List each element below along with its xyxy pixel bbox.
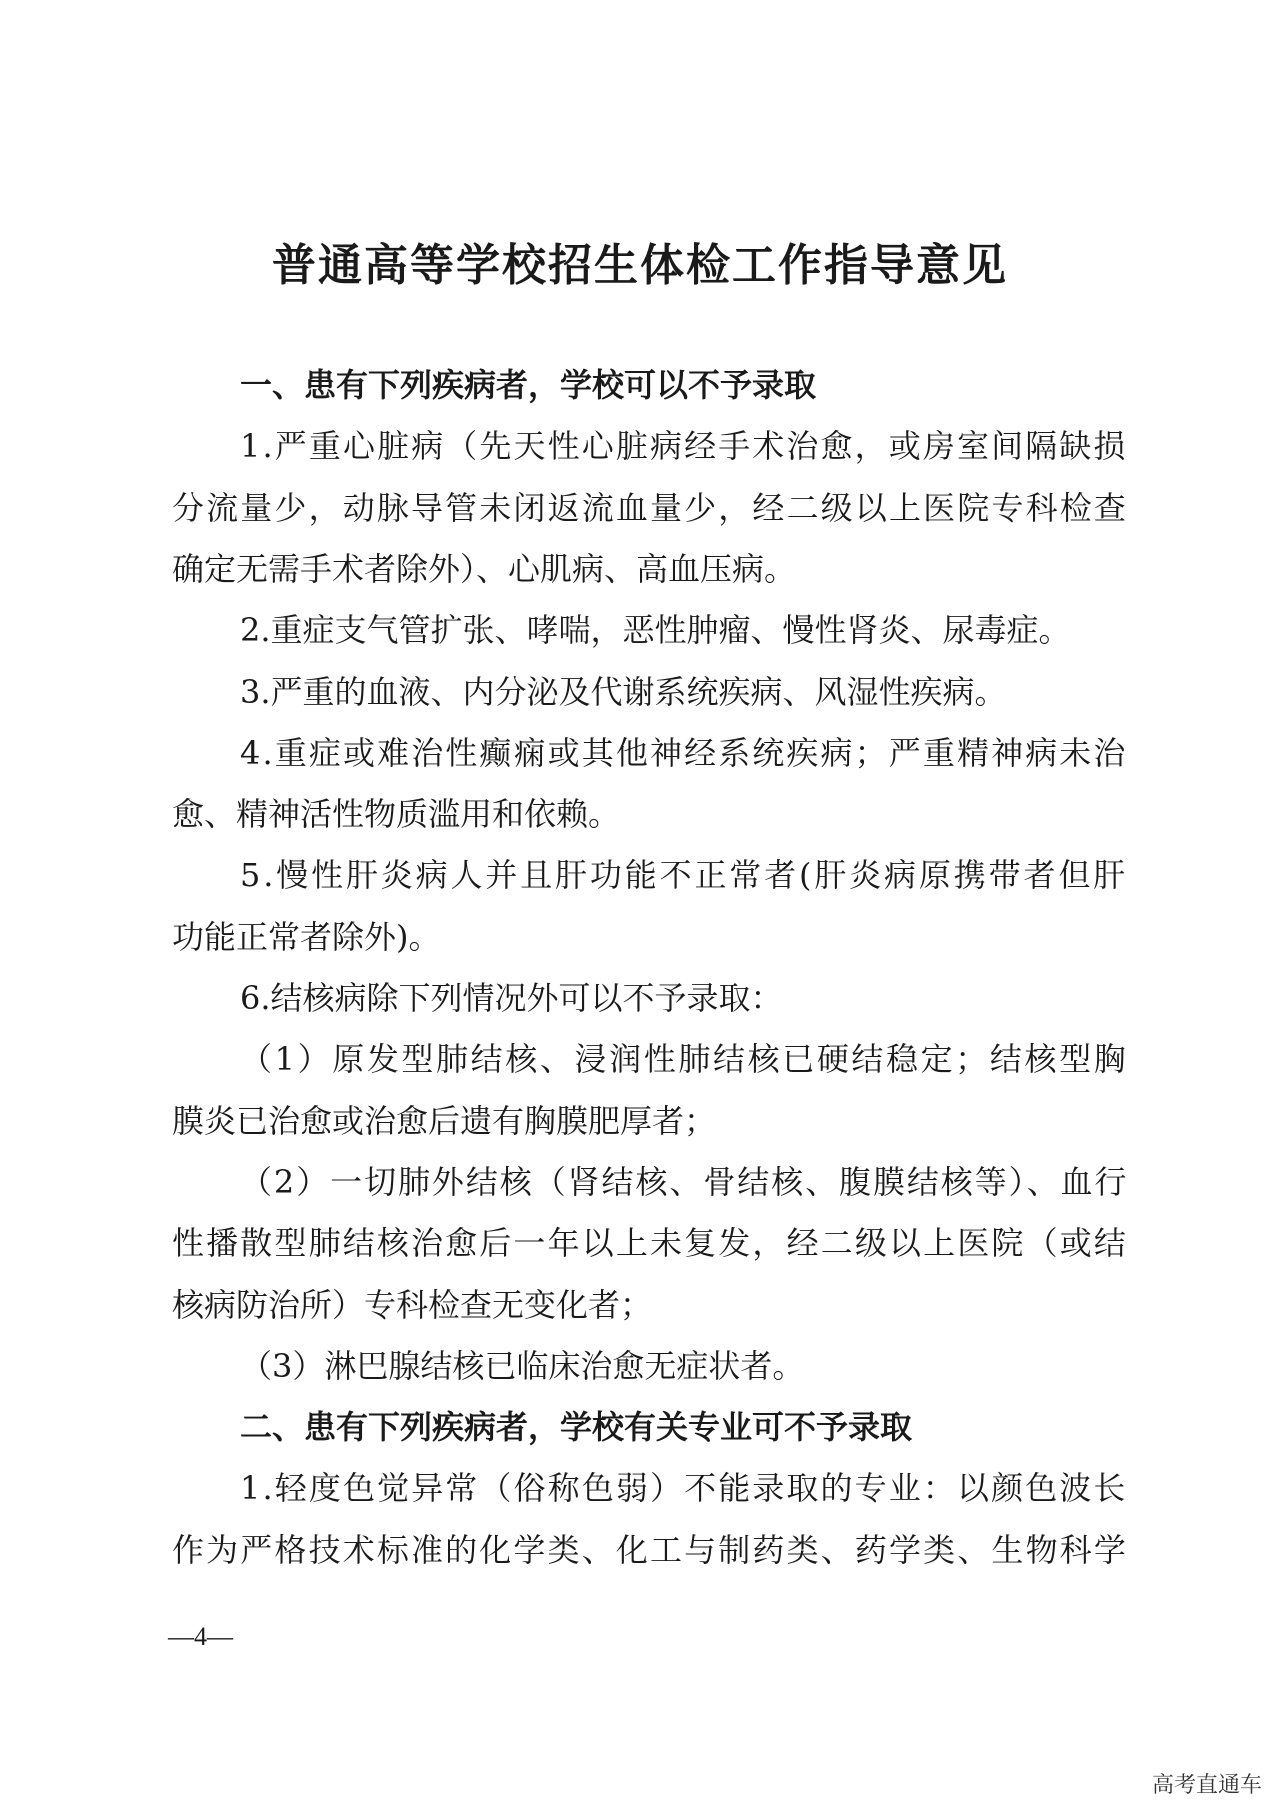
- paragraph-line: 分流量少，动脉导管未闭返流血量少，经二级以上医院专科检查: [172, 489, 1129, 527]
- section-heading: 一、患有下列疾病者，学校可以不予录取: [240, 366, 817, 404]
- paragraph-line: （2）一切肺外结核（肾结核、骨结核、腹膜结核等）、血行: [240, 1163, 1129, 1201]
- document-title: 普通高等学校招生体检工作指导意见: [272, 240, 1008, 291]
- paragraph-line: 作为严格技术标准的化学类、化工与制药类、药学类、生物科学: [172, 1531, 1129, 1569]
- paragraph-line: 5.慢性肝炎病人并且肝功能不正常者(肝炎病原携带者但肝: [240, 856, 1129, 894]
- paragraph-line: 1.轻度色觉异常（俗称色弱）不能录取的专业：以颜色波长: [240, 1469, 1128, 1507]
- paragraph-line: 功能正常者除外)。: [172, 918, 441, 956]
- page-number: —4—: [168, 1622, 233, 1651]
- paragraph-line: 愈、精神活性物质滥用和依赖。: [172, 795, 621, 833]
- paragraph-line: 4.重症或难治性癫痫或其他神经系统疾病；严重精神病未治: [240, 734, 1128, 772]
- paragraph-line: 6.结核病除下列情况外可以不予录取：: [240, 979, 783, 1017]
- section-heading: 二、患有下列疾病者，学校有关专业可不予录取: [240, 1408, 913, 1446]
- paragraph-line: 性播散型肺结核治愈后一年以上未复发，经二级以上医院（或结: [172, 1224, 1129, 1262]
- watermark-text: 高考直通车: [1151, 1773, 1262, 1798]
- paragraph-line: 膜炎已治愈或治愈后遗有胸膜肥厚者；: [172, 1102, 717, 1140]
- paragraph-line: 2.重症支气管扩张、哮喘，恶性肿瘤、慢性肾炎、尿毒症。: [240, 611, 1071, 649]
- paragraph-line: 确定无需手术者除外）、心肌病、高血压病。: [172, 550, 797, 588]
- paragraph-line: 1.严重心脏病（先天性心脏病经手术治愈，或房室间隔缺损: [240, 427, 1128, 465]
- paragraph-line: 核病防治所）专科检查无变化者；: [172, 1286, 653, 1324]
- paragraph-line: （1）原发型肺结核、浸润性肺结核已硬结稳定；结核型胸: [240, 1040, 1129, 1078]
- paragraph-line: 3.严重的血液、内分泌及代谢系统疾病、风湿性疾病。: [240, 673, 1007, 711]
- paragraph-line: （3）淋巴腺结核已临床治愈无症状者。: [240, 1347, 805, 1385]
